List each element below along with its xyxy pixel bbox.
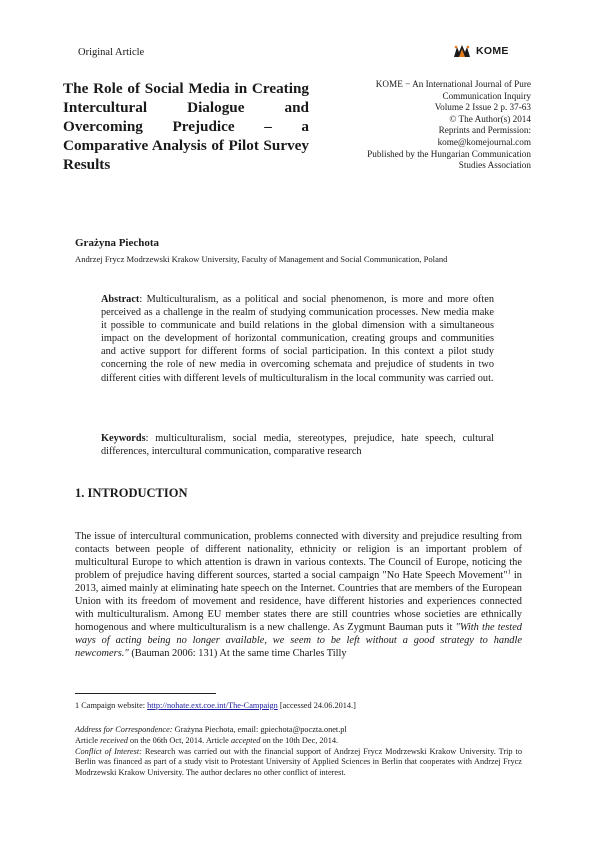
conflict-of-interest [75, 747, 522, 779]
article-type-label: Original Article [78, 47, 145, 58]
journal-info-line: © The Author(s) 2014 [449, 113, 531, 124]
dates-text: Article [75, 735, 101, 745]
footnote-prefix: Campaign website: [79, 701, 148, 710]
author-name: Grażyna Piechota [75, 237, 160, 249]
footnote [75, 701, 356, 710]
conflict-text: Research was carried out with the financial support of Andrzej Frycz Modrzewski Krakow University. Trip to Berlin was financed as part of a study visit to Protestant University of Applied Sciences in Berlin that cooperates with Andrzej Frycz Modrzewski Krakow University. The author declares no other conflict of interest. [75, 746, 522, 778]
journal-info-line: Volume 2 Issue 2 p. 37-63 [434, 102, 531, 113]
journal-info-line: Communication Inquiry [442, 90, 531, 101]
address-line [75, 725, 522, 736]
correspondence-block [75, 725, 522, 779]
body-paragraph [75, 530, 522, 660]
address-text: Grażyna Piechota, email: gpiechota@poczta.onet.pl [172, 725, 347, 734]
footnote-suffix: [accessed 24.06.2014.] [277, 701, 356, 710]
footnote-number: 1 [75, 701, 80, 710]
journal-info-line: Reprints and Permission: [438, 125, 531, 136]
journal-info-line: Studies Association [458, 160, 531, 171]
footnote-reference[interactable]: 1 [507, 568, 511, 576]
dates-line [75, 736, 522, 747]
keywords-text: : multiculturalism, social media, stereotypes, prejudice, hate speech, cultural differences, intercultural communication, comparative research [101, 433, 494, 458]
journal-info-line: KOME − An International Journal of Pure [375, 79, 531, 89]
abstract-text: : Multiculturalism, as a political and social phenomenon, is more and more often perceived as a challenge in the realm of studying communication processes. New media make it possible to communicate and build relations in the global dimension with a simultaneous impact on the development of horizontal communication, creating groups and communities and active support for different forms of social participation. In this context a pilot study concerning the role of new media in overcoming schemata and prejudice of students in two different cities with different levels of multiculturalism in the local community was carried out. [101, 294, 494, 384]
journal-logo [452, 44, 509, 58]
conflict-label: Conflict of Interest: [75, 746, 142, 756]
bauman-quote: "With the tested ways of acting being no longer available, we seem to be left without a good strategy to handle newcomers." [75, 622, 523, 660]
dates-text: on the 10th Dec, 2014. [260, 735, 339, 745]
footnote-divider [75, 693, 216, 694]
body-text-part: in 2013, aimed mainly at eliminating hate speech on the Internet. Countries that are members of the European Union with its freedom of movement and residence, have different histories and experiences connected with multiculturalism. Among EU member states there are still countries whose societies are ethnically homogenous and where multiculturalism is a new challenge. As Zygmunt Bauman puts it [75, 570, 522, 634]
journal-info [291, 79, 531, 172]
kome-logo-icon [452, 44, 472, 58]
keywords [101, 432, 494, 458]
journal-info-line: Published by the Hungarian Communication [367, 148, 531, 159]
section-heading: 1. INTRODUCTION [75, 486, 188, 500]
logo-text: KOME [476, 45, 509, 57]
body-text-part: (Bauman 2006: 131) At the same time Charles Tilly [128, 648, 347, 660]
journal-info-line: kome@komejournal.com [437, 136, 531, 147]
received-label: received [100, 735, 128, 745]
address-label: Address for Correspondence: [75, 725, 173, 734]
article-title: The Role of Social Media in Creating Intercultural Dialogue and Overcoming Prejudice – a Comparative Analysis of Pilot Survey Results [63, 80, 309, 173]
dates-text: on the 06th Oct, 2014. Article [127, 735, 231, 745]
accepted-label: accepted [230, 735, 261, 745]
abstract-label: Abstract [101, 294, 140, 305]
body-text-part: The issue of intercultural communication, problems connected with diversity and prejudice resulting from contacts between people of different nationality, ethnicity or religion is an important problem of multicultural Europe to which attention is drawn in various contexts. The Council of Europe, noticing the problem of prejudice having different sources, started a social campaign "No Hate Speech Movement" [75, 531, 522, 582]
author-affiliation: Andrzej Frycz Modrzewski Krakow University, Faculty of Management and Social Communication, Poland [75, 254, 448, 264]
abstract [101, 293, 494, 385]
campaign-link[interactable]: http://nohate.ext.coe.int/The-Campaign [147, 701, 278, 710]
keywords-label: Keywords [101, 433, 146, 444]
